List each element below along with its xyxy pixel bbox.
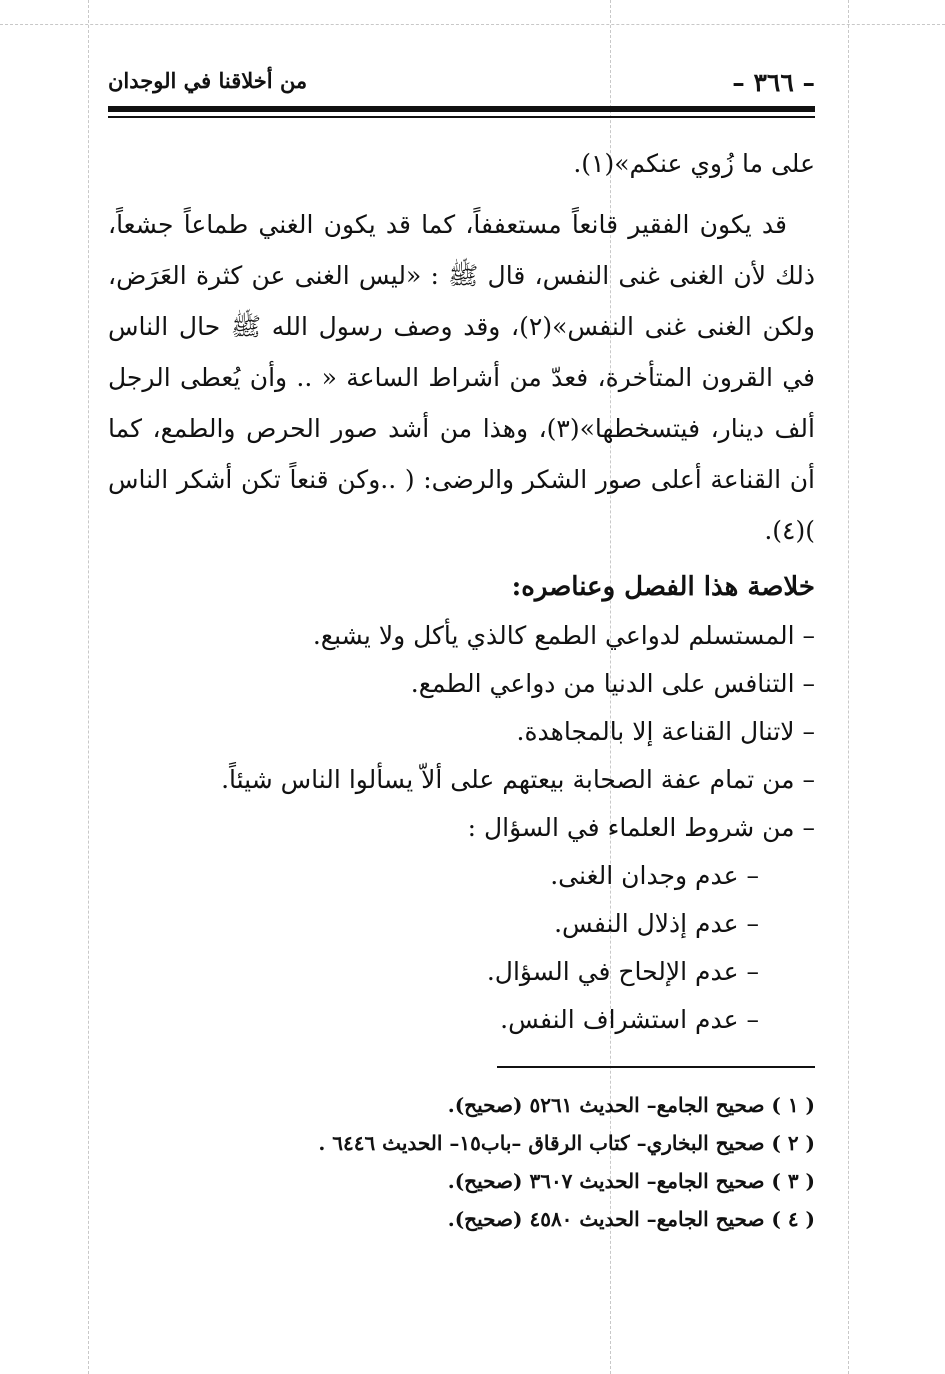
paragraph: قد يكون الفقير قانعاً مستعففاً، كما قد يكون الغني طماعاً جشعاً، ذلك لأن الغنى غنى النفس، قال ﷺ : «ليس الغنى عن كثرة العَرَض، ولكن الغنى غنى النفس»(٢)، وقد وصف رسول الله ﷺ حال الناس في القرون المتأخرة، فعدّ من أشراط الساعة « .. وأن يُعطى الرجل ألف دينار، فيتسخطها»(٣)، وهذا من أشد صور الحرص والطمع، كما أن القناعة أعلى صور الشكر والرضى: ( ..وكن قنعاً تكن أشكر الناس )(٤). — [108, 210, 816, 545]
list-item: – عدم وجدان الغنى. — [550, 861, 759, 890]
list-item: – لاتنال القناعة إلا بالمجاهدة. — [516, 717, 815, 746]
footnote: ( ٢ ) صحيح البخاري– كتاب الرقاق –باب١٥– الحديث ٦٤٤٦ . — [318, 1131, 815, 1155]
list-item: – عدم إذلال النفس. — [554, 909, 759, 938]
footnotes — [108, 1086, 815, 1238]
footnote-separator — [497, 1066, 815, 1068]
summary-heading: خلاصة هذا الفصل وعناصره: — [511, 572, 815, 602]
header-rule — [108, 106, 815, 112]
list-item: – المستسلم لدواعي الطمع كالذي يأكل ولا يشبع. — [312, 621, 815, 650]
summary-list — [108, 612, 815, 852]
page-header — [108, 62, 815, 108]
scan-guide-line — [848, 0, 849, 1374]
scan-guide-line — [88, 0, 89, 1374]
footnote: ( ٤ ) صحيح الجامع– الحديث ٤٥٨٠ (صحيح). — [447, 1207, 815, 1231]
running-title: من أخلاقنا في الوجدان — [108, 68, 308, 93]
page-number: – ٣٦٦ – — [732, 68, 815, 97]
scan-guide-line — [0, 24, 945, 25]
list-item: – عدم استشراف النفس. — [500, 1005, 759, 1034]
list-item: – التنافس على الدنيا من دواعي الطمع. — [410, 669, 815, 698]
list-item: – من شروط العلماء في السؤال : — [467, 813, 815, 842]
footnote: ( ٣ ) صحيح الجامع– الحديث ٣٦٠٧ (صحيح). — [447, 1169, 815, 1193]
list-item: – من تمام عفة الصحابة بيعتهم على ألاّ يسألوا الناس شيئاً. — [221, 765, 815, 794]
paragraph: على ما زُوي عنكم»(١). — [573, 149, 815, 178]
body-text — [108, 138, 815, 1044]
header-rule — [108, 116, 815, 118]
footnote: ( ١ ) صحيح الجامع– الحديث ٥٢٦١ (صحيح). — [447, 1093, 815, 1117]
list-item: – عدم الإلحاح في السؤال. — [486, 957, 759, 986]
summary-sublist — [108, 852, 815, 1044]
